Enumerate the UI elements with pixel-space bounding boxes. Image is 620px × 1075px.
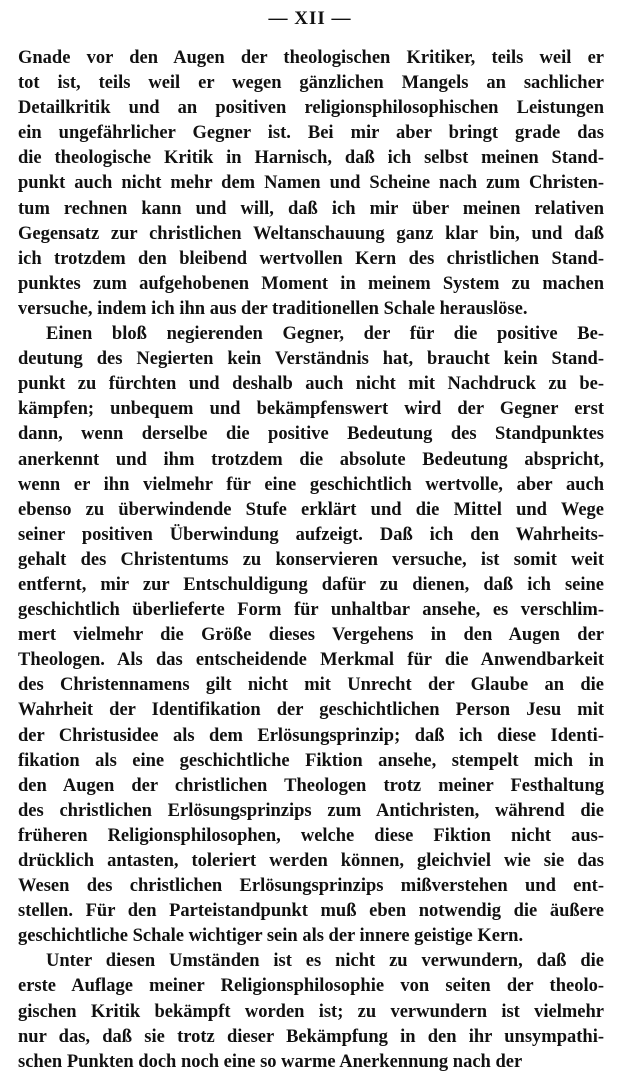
text-line: tot ist, teils weil er wegen gänzlichen Mangels an sachlicher [18, 73, 604, 94]
text-line: seiner positiven Überwindung aufzeigt. Daß ich den Wahrheits- [18, 524, 604, 545]
text-line: der Christusidee als dem Erlösungsprinzip; daß ich diese Identi- [18, 725, 604, 746]
text-line: geschichtliche Schale wichtiger sein als der innere geistige Kern. [18, 926, 524, 947]
text-line: gischen Kritik bekämpft worden ist; zu verwundern ist vielmehr [18, 1001, 604, 1022]
text-line: Gegensatz zur christlichen Weltanschauung ganz klar bin, und daß [18, 223, 604, 244]
text-line: drücklich antasten, toleriert werden können, gleichviel wie sie das [18, 851, 604, 871]
text-line: ich trotzdem den bleibend wertvollen Kern des christlichen Stand- [18, 248, 604, 269]
text-line: deutung des Negierten kein Verständnis hat, braucht kein Stand- [18, 349, 604, 370]
page-number-header: — XII — [268, 8, 352, 29]
text-line: des Christennamens gilt nicht mit Unrecht der Glaube an die [18, 675, 604, 696]
text-line: Gnade vor den Augen der theologischen Kritiker, teils weil er [18, 48, 604, 68]
text-line: kämpfen; unbequem und bekämpfenswert wird der Gegner erst [18, 399, 604, 420]
text-line: anerkennt und ihm trotzdem die absolute Bedeutung abspricht, [18, 449, 604, 470]
text-line: punktes zum aufgehobenen Moment in meinem System zu machen [18, 273, 604, 294]
text-line: entfernt, mir zur Entschuldigung dafür zu dienen, daß ich seine [18, 574, 604, 595]
text-line: punkt auch nicht mehr dem Namen und Scheine nach zum Christen- [18, 173, 604, 194]
text-line: des christlichen Erlösungsprinzips zum Antichristen, während die [18, 800, 604, 821]
paragraph [18, 322, 604, 949]
text-line: Wesen des christlichen Erlösungsprinzips mißverstehen und ent- [18, 876, 604, 897]
text-line: mert vielmehr die Größe dieses Vergehens in den Augen der [18, 625, 604, 646]
text-line: nur das, daß sie trotz dieser Bekämpfung in den ihr unsympathi- [18, 1026, 604, 1047]
text-line: früheren Religionsphilosophen, welche diese Fiktion nicht aus- [18, 825, 604, 846]
text-line: fikation als eine geschichtliche Fiktion ansehe, stempelt mich in [18, 750, 604, 771]
paragraph [18, 46, 604, 322]
text-line: versuche, indem ich ihn aus der traditionellen Schale herauslöse. [18, 298, 528, 319]
text-line: Unter diesen Umständen ist es nicht zu verwundern, daß die [46, 951, 604, 972]
text-line: Theologen. Als das entscheidende Merkmal für die Anwendbarkeit [18, 650, 604, 671]
text-line: Einen bloß negierenden Gegner, der für die positive Be- [46, 324, 604, 345]
text-line: ein ungefährlicher Gegner ist. Bei mir aber bringt grade das [18, 123, 604, 144]
text-line: erste Auflage meiner Religionsphilosophie von seiten der theolo- [18, 976, 604, 997]
text-line: Detailkritik und an positiven religionsphilosophischen Leistungen [18, 98, 604, 119]
text-line: schen Punkten doch noch eine so warme Anerkennung nach der [18, 1051, 523, 1072]
text-line: tum rechnen kann und will, daß ich mir über meinen relativen [18, 198, 604, 219]
text-line: ebenso zu überwindende Stufe erklärt und die Mittel und Wege [18, 499, 604, 520]
text-line: punkt zu fürchten und deshalb auch nicht mit Nachdruck zu be- [18, 374, 604, 395]
text-line: dann, wenn derselbe die positive Bedeutung des Standpunktes [18, 424, 604, 445]
text-line: geschichtlich überlieferte Form für unhaltbar ansehe, es verschlim- [18, 600, 604, 621]
body-text [18, 46, 604, 1075]
text-line: wenn er ihn vielmehr für eine geschichtlich wertvolle, aber auch [18, 474, 604, 495]
paragraph [18, 949, 604, 1074]
text-line: die theologische Kritik in Harnisch, daß ich selbst meinen Stand- [18, 148, 604, 169]
text-line: gehalt des Christentums zu konservieren versuche, ist somit weit [18, 549, 604, 570]
text-line: den Augen der christlichen Theologen trotz meiner Festhaltung [18, 775, 604, 796]
text-line: stellen. Für den Parteistandpunkt muß eben notwendig die äußere [18, 901, 604, 922]
text-line: Wahrheit der Identifikation der geschichtlichen Person Jesu mit [18, 700, 604, 721]
